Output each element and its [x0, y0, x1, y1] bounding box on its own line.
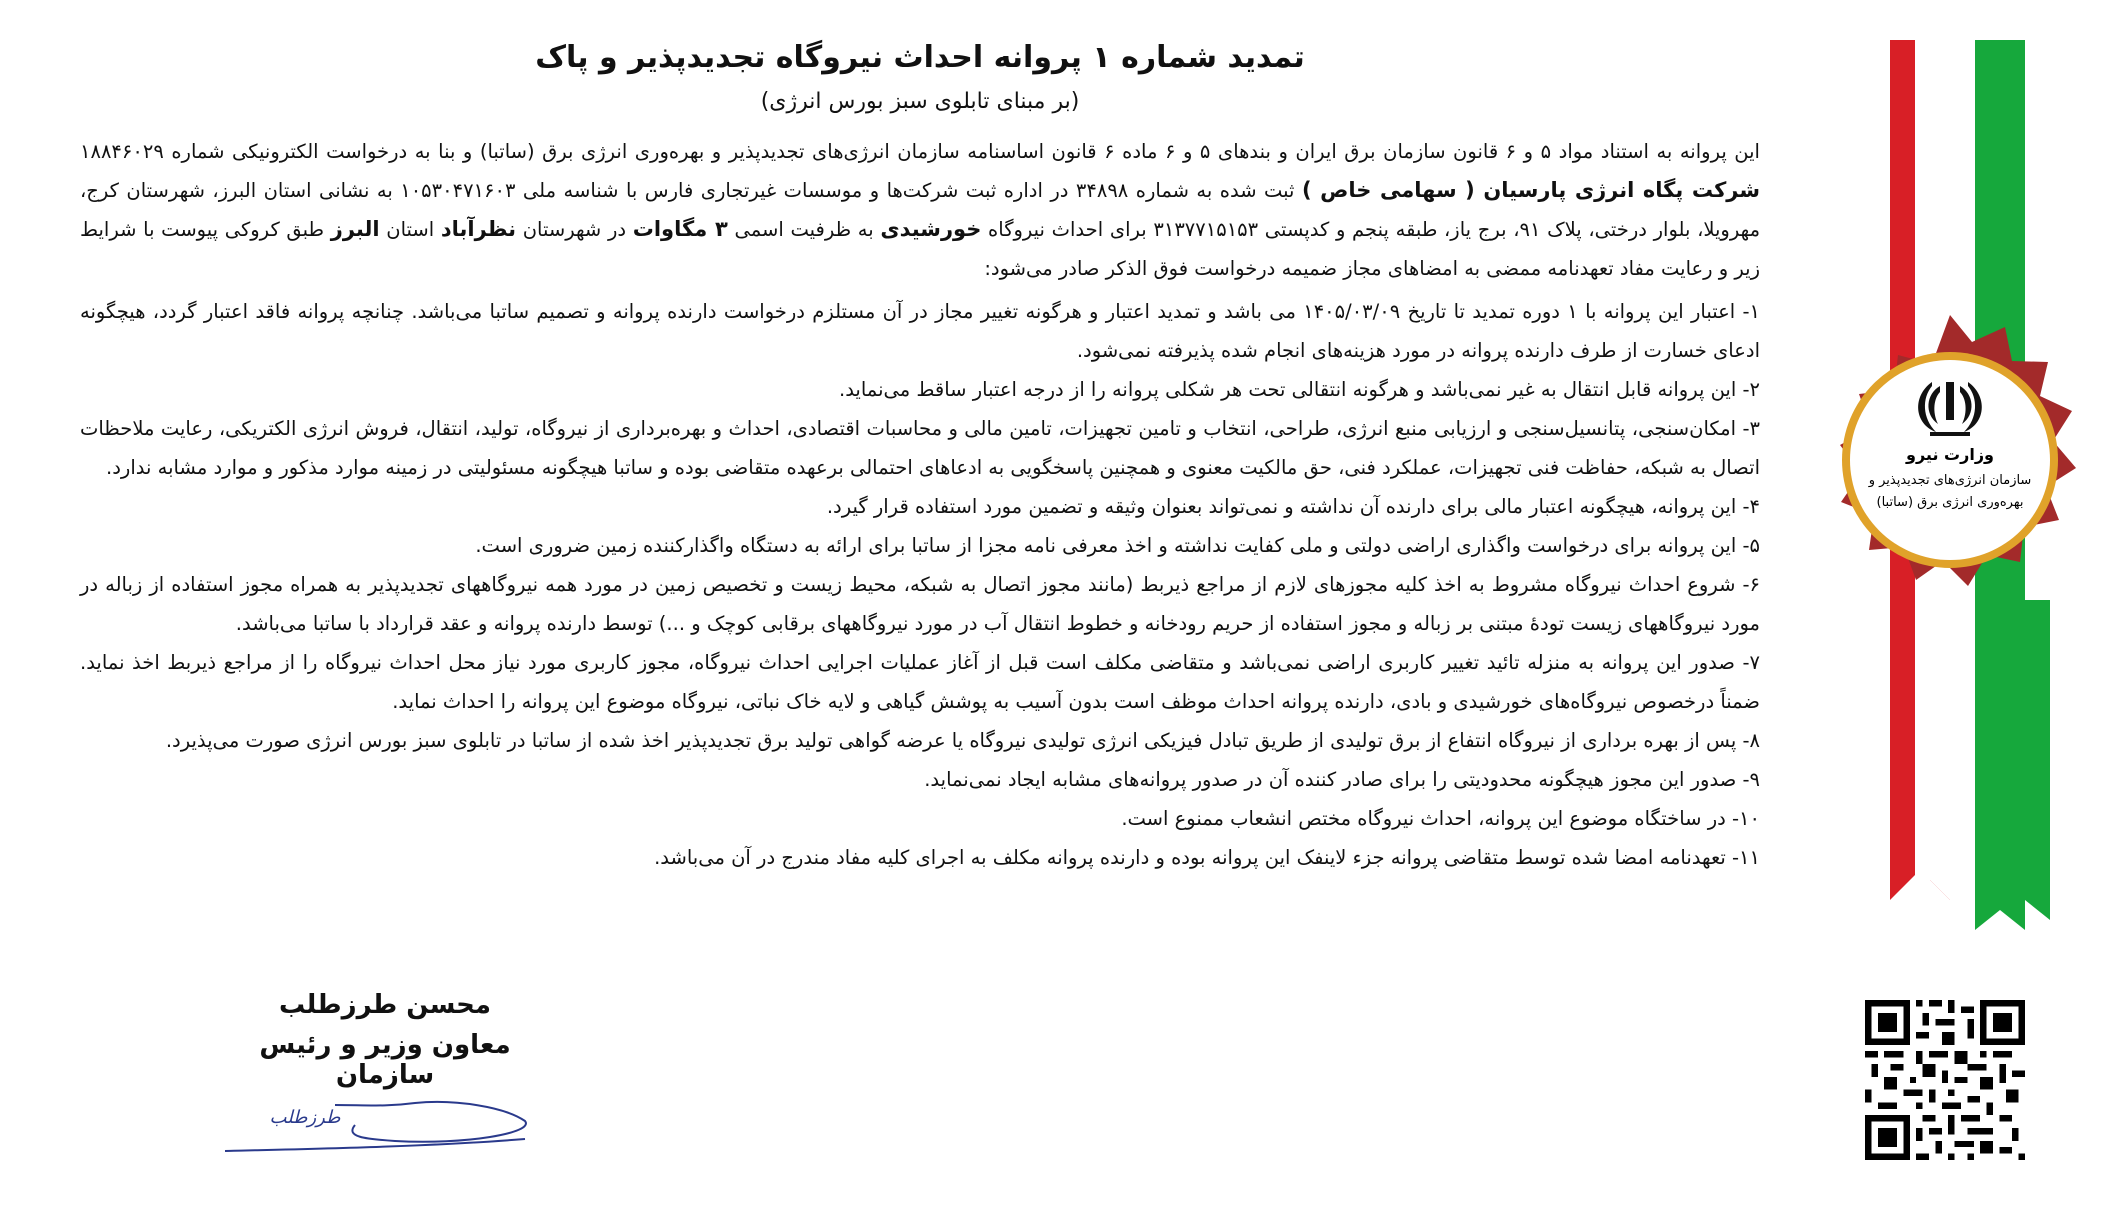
document-subtitle: (بر مبنای تابلوی سبز بورس انرژی) — [760, 89, 1080, 114]
intro-text-3: به ظرفیت اسمی — [734, 218, 874, 241]
city-name: نظرآباد — [440, 217, 517, 241]
intro-text-4: در شهرستان — [522, 218, 627, 241]
qr-code — [1865, 1000, 2025, 1160]
clause-2: ۲- این پروانه قابل انتقال به غیر نمی‌باشد و هرگونه انتقالی تحت هر شکلی پروانه را از درجه اعتبار ساقط می‌نماید. — [839, 378, 1760, 401]
qr-finder-top-left — [1865, 1000, 1910, 1045]
handwritten-signature — [225, 1085, 535, 1165]
province-name: البرز — [330, 217, 380, 241]
flag-ribbon-emblem — [1810, 40, 2090, 940]
clause-4: ۴- این پروانه، هیچگونه اعتبار مالی برای دارنده آن نداشته و نمی‌تواند بعنوان وثیقه و تضمین مورد استفاده قرار گیرد. — [826, 495, 1760, 518]
intro-text-6: طبق کروکی پیوست با شرایط زیر و رعایت مفاد تعهدنامه ممضی به امضاهای مجاز ضمیمه درخواست فوق الذکر صادر می‌شود: — [80, 218, 1760, 280]
signatory-title: معاون وزیر و رئیس سازمان — [259, 1030, 511, 1090]
intro-text-1: این پروانه به استناد مواد ۵ و ۶ قانون سازمان برق ایران و بندهای ۵ و ۶ ماده ۶ قانون اساسنامه سازمان انرژی‌های تجدیدپذیر و بهره‌وری انرژی برق (ساتبا) و بنا به درخواست الکترونیکی شماره ۱۸۸۴۶۰۲۹ — [80, 140, 1760, 163]
license-document — [80, 40, 1760, 877]
intro-paragraph — [80, 132, 1760, 288]
clause-5: ۵- این پروانه برای درخواست واگذاری اراضی دولتی و ملی کفایت نداشته و اخذ معرفی نامه مجزا از ساتبا برای ارائه به دستگاه واگذارکننده زمین ضروری است. — [475, 534, 1760, 557]
signature-scribble-text: طرزطلب — [269, 1107, 341, 1128]
document-title: تمدید شماره ۱ پروانه احداث نیروگاه تجدیدپذیر و پاک — [535, 40, 1305, 75]
clause-6: ۶- شروع احداث نیروگاه مشروط به اخذ کلیه مجوزهای لازم از مراجع ذیربط (مانند مجوز اتصال به شبکه، محیط زیست و تخصیص زمین در مورد همه نیروگاههای تجدیدپذیر به همراه مجوز استفاده از زباله در مورد نیروگاههای زیست تودهٔ مبتنی بر زباله و مجوز استفاده از حریم رودخانه و خطوط انتقال آب در مورد نیروگاههای برقابی کوچک و ...) توسط دارنده پروانه و عقد قرارداد با ساتبا می‌باشد. — [80, 573, 1760, 635]
seal — [1840, 315, 2076, 586]
lower-ribbon-strip — [2025, 600, 2050, 920]
company-name: شرکت پگاه انرژی پارسیان ( سهامی خاص ) — [1301, 178, 1760, 202]
signatory-name: محسن طرزطلب — [279, 990, 491, 1020]
signature-block — [215, 990, 555, 1090]
emblem-ministry: وزارت نیرو — [1906, 445, 1994, 464]
clause-9: ۹- صدور این مجوز هیچگونه محدودیتی را برای صادر کننده آن در صدور پروانه‌های مشابه ایجاد نمی‌نماید. — [924, 768, 1760, 791]
clause-3: ۳- امکان‌سنجی، پتانسیل‌سنجی و ارزیابی منبع انرژی، طراحی، انتخاب و تامین تجهیزات، تامین مالی و محاسبات اقتصادی، احداث و بهره‌برداری از نیروگاه، تولید، انتقال، فروش انرژی الکتریکی، رعایت ملاحظات اتصال به شبکه، حفاظت فنی تجهیزات، عملکرد فنی، حق مالکیت معنوی و همچنین پاسخگویی به ادعاهای احتمالی برعهده متقاضی بوده و ساتبا هیچگونه مسئولیتی در زمینه موارد مذکور و موارد مشابه ندارد. — [80, 417, 1760, 479]
clause-7: ۷- صدور این پروانه به منزله تائید تغییر کاربری اراضی نمی‌باشد و متقاضی مکلف است قبل از آغاز عملیات اجرایی احداث نیروگاه، مجوز کاربری مورد نیاز محل احداث نیروگاه را از مراجع ذیربط اخذ نماید. ضمناً درخصوص نیروگاه‌های خورشیدی و بادی، دارنده پروانه احداث موظف است بدون آسیب به پوشش گیاهی و لایه خاک نباتی، نیروگاه موضوع این پروانه را احداث نماید. — [80, 651, 1760, 713]
qr-finder-bottom-left — [1865, 1115, 1910, 1160]
plant-capacity: ۳ مگاوات — [632, 217, 728, 241]
clause-10: ۱۰- در ساختگاه موضوع این پروانه، احداث نیروگاه مختص انشعاب ممنوع است. — [1121, 807, 1760, 830]
emblem-org-line-1: سازمان انرژی‌های تجدیدپذیر و — [1868, 473, 2032, 488]
clause-8: ۸- پس از بهره برداری از نیروگاه انتفاع از برق تولیدی از طریق تبادل فیزیکی انرژی تولیدی نیروگاه یا عرضه گواهی تولید برق تجدیدپذیر اخذ شده از ساتبا در تابلوی سبز بورس انرژی صورت می‌پذیرد. — [165, 729, 1760, 752]
intro-text-5: استان — [386, 218, 435, 241]
clause-11: ۱۱- تعهدنامه امضا شده توسط متقاضی پروانه جزء لاینفک این پروانه بوده و دارنده پروانه مکلف به اجرای کلیه مفاد مندرج در آن می‌باشد. — [654, 846, 1760, 869]
intro-text-2: ثبت شده به شماره ۳۴۸۹۸ در اداره ثبت شرکت‌ها و موسسات غیرتجاری فارس با شناسه ملی ۱۰۵۳۰۴۷۱۶۰۳ به نشانی استان البرز، شهرستان کرج، مهرویلا، بلوار درختی، پلاک ۹۱، برج یاز، طبقه پنجم و کدپستی ۳۱۳۷۷۱۵۱۵۳ برای احداث نیروگاه — [80, 179, 1761, 241]
emblem-org-line-2: بهره‌وری انرژی برق (ساتبا) — [1876, 495, 2024, 510]
clause-1: ۱- اعتبار این پروانه با ۱ دوره تمدید تا تاریخ ۱۴۰۵/۰۳/۰۹ می باشد و تمدید اعتبار و هرگونه تغییر مجاز در آن مستلزم درخواست دارنده پروانه و تصمیم ساتبا می‌باشد. چنانچه پروانه فاقد اعتبار گردد، هیچگونه ادعای خسارت از طرف دارنده پروانه در مورد هزینه‌های انجام شده پذیرفته نمی‌شود. — [80, 300, 1761, 362]
qr-finder-top-right — [1980, 1000, 2025, 1045]
plant-type: خورشیدی — [880, 217, 982, 241]
